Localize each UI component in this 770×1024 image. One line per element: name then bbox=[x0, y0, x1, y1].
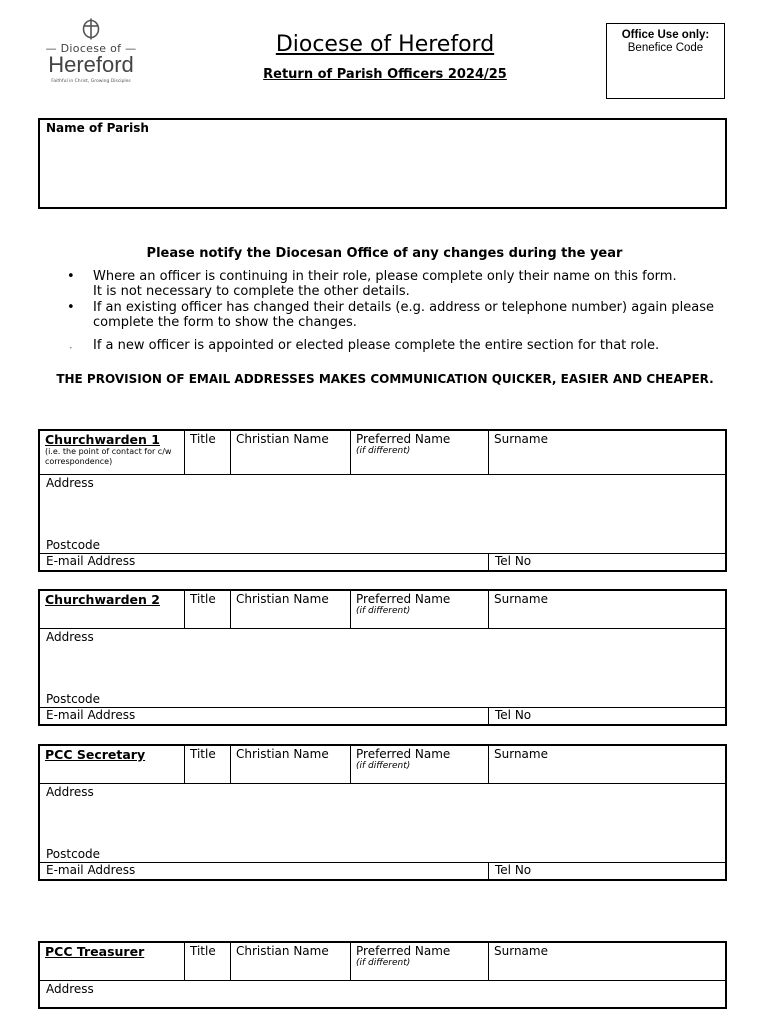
email-notice: THE PROVISION OF EMAIL ADDRESSES MAKES COMMUNICATION QUICKER, EASIER AND CHEAPER. bbox=[56, 372, 714, 386]
name-row bbox=[40, 943, 725, 981]
surname-field[interactable] bbox=[488, 746, 725, 783]
instruction-text: If a new officer is appointed or elected please complete the entire section for that role. bbox=[93, 338, 660, 353]
address-label: Address bbox=[46, 982, 94, 996]
role-title: PCC Treasurer bbox=[45, 944, 145, 959]
christian-name-label: Christian Name bbox=[236, 592, 329, 606]
surname-field[interactable] bbox=[488, 943, 725, 980]
address-label: Address bbox=[46, 476, 94, 490]
parish-name-label: Name of Parish bbox=[46, 121, 149, 135]
notify-heading: Please notify the Diocesan Office of any changes during the year bbox=[146, 246, 623, 261]
address-field[interactable] bbox=[40, 784, 725, 863]
preferred-name-field[interactable] bbox=[350, 591, 488, 628]
instruction-text: Where an officer is continuing in their role, please complete only their name on this form. It is not necessary to complete the other details. bbox=[93, 269, 743, 299]
tel-field[interactable]: Tel No bbox=[488, 863, 725, 879]
christian-name-label: Christian Name bbox=[236, 747, 329, 761]
form-subtitle: Return of Parish Officers 2024/25 bbox=[263, 67, 507, 82]
title-field[interactable] bbox=[184, 591, 230, 628]
christian-name-label: Christian Name bbox=[236, 944, 329, 958]
surname-label: Surname bbox=[494, 747, 548, 761]
role-cell bbox=[40, 431, 184, 474]
tel-field[interactable]: Tel No bbox=[488, 708, 725, 724]
preferred-name-label: Preferred Name bbox=[356, 944, 451, 958]
postcode-label: Postcode bbox=[46, 692, 101, 706]
role-title: Churchwarden 1 bbox=[45, 432, 160, 447]
office-use-title: Office Use only: bbox=[621, 29, 710, 41]
if-different-note: (if different) bbox=[356, 958, 411, 968]
preferred-name-label: Preferred Name bbox=[356, 747, 451, 761]
title-field[interactable] bbox=[184, 943, 230, 980]
if-different-note: (if different) bbox=[356, 761, 411, 771]
address-field[interactable] bbox=[40, 475, 725, 554]
contact-row bbox=[40, 863, 725, 879]
title-label: Title bbox=[190, 592, 216, 606]
title-label: Title bbox=[190, 944, 216, 958]
surname-label: Surname bbox=[494, 944, 548, 958]
page-title: Diocese of Hereford bbox=[275, 32, 495, 57]
christian-name-label: Christian Name bbox=[236, 432, 329, 446]
officer-section-pcc-treasurer bbox=[38, 941, 727, 1009]
if-different-note: (if different) bbox=[356, 446, 411, 456]
list-item bbox=[62, 269, 743, 299]
bullet-icon: • bbox=[69, 345, 73, 352]
postcode-label: Postcode bbox=[46, 847, 101, 861]
name-row bbox=[40, 746, 725, 784]
preferred-name-label: Preferred Name bbox=[356, 592, 451, 606]
role-title: PCC Secretary bbox=[45, 747, 146, 762]
contact-row bbox=[40, 708, 725, 724]
office-use-box[interactable] bbox=[606, 23, 725, 99]
role-title: Churchwarden 2 bbox=[45, 592, 160, 607]
surname-label: Surname bbox=[494, 592, 548, 606]
preferred-name-field[interactable] bbox=[350, 431, 488, 474]
address-label: Address bbox=[46, 785, 94, 799]
preferred-name-field[interactable] bbox=[350, 746, 488, 783]
if-different-note: (if different) bbox=[356, 606, 411, 616]
contact-row bbox=[40, 554, 725, 570]
title-label: Title bbox=[190, 432, 216, 446]
role-cell bbox=[40, 591, 184, 628]
role-cell bbox=[40, 943, 184, 980]
officer-section-churchwarden-2 bbox=[38, 589, 727, 726]
title-label: Title bbox=[190, 747, 216, 761]
christian-name-field[interactable] bbox=[230, 746, 350, 783]
postcode-label: Postcode bbox=[46, 538, 101, 552]
list-item bbox=[62, 338, 732, 353]
christian-name-field[interactable] bbox=[230, 431, 350, 474]
title-field[interactable] bbox=[184, 431, 230, 474]
name-row bbox=[40, 591, 725, 629]
surname-label: Surname bbox=[494, 432, 548, 446]
tel-field[interactable]: Tel No bbox=[488, 554, 725, 570]
surname-field[interactable] bbox=[488, 591, 725, 628]
email-field[interactable]: E-mail Address bbox=[46, 708, 136, 722]
parish-name-field[interactable] bbox=[38, 118, 727, 209]
preferred-name-field[interactable] bbox=[350, 943, 488, 980]
instruction-text: If an existing officer has changed their details (e.g. address or telephone number) again please complete the form to show the changes. bbox=[93, 300, 714, 330]
christian-name-field[interactable] bbox=[230, 943, 350, 980]
role-note: (i.e. the point of contact for c/w correspondence) bbox=[45, 447, 172, 466]
logo-hereford: Hereford bbox=[48, 52, 134, 77]
bullet-icon: • bbox=[67, 269, 75, 284]
surname-field[interactable] bbox=[488, 431, 725, 474]
christian-name-field[interactable] bbox=[230, 591, 350, 628]
name-row bbox=[40, 431, 725, 475]
benefice-code-label: Benefice Code bbox=[627, 42, 704, 54]
officer-section-churchwarden-1 bbox=[38, 429, 727, 572]
logo-diocese-of: — Diocese of — bbox=[45, 42, 137, 55]
cross-emblem-icon bbox=[81, 18, 101, 40]
email-field[interactable]: E-mail Address bbox=[46, 863, 136, 877]
list-item bbox=[62, 300, 732, 330]
address-field[interactable] bbox=[40, 981, 725, 1007]
address-field[interactable] bbox=[40, 629, 725, 708]
role-cell bbox=[40, 746, 184, 783]
diocese-logo bbox=[36, 18, 146, 94]
bullet-icon: • bbox=[67, 300, 75, 315]
logo-tagline: Faithful in Christ, Growing Disciples bbox=[51, 79, 131, 84]
email-field[interactable]: E-mail Address bbox=[46, 554, 136, 568]
address-label: Address bbox=[46, 630, 94, 644]
officer-section-pcc-secretary bbox=[38, 744, 727, 881]
preferred-name-label: Preferred Name bbox=[356, 432, 451, 446]
instruction-list bbox=[62, 269, 743, 353]
title-field[interactable] bbox=[184, 746, 230, 783]
